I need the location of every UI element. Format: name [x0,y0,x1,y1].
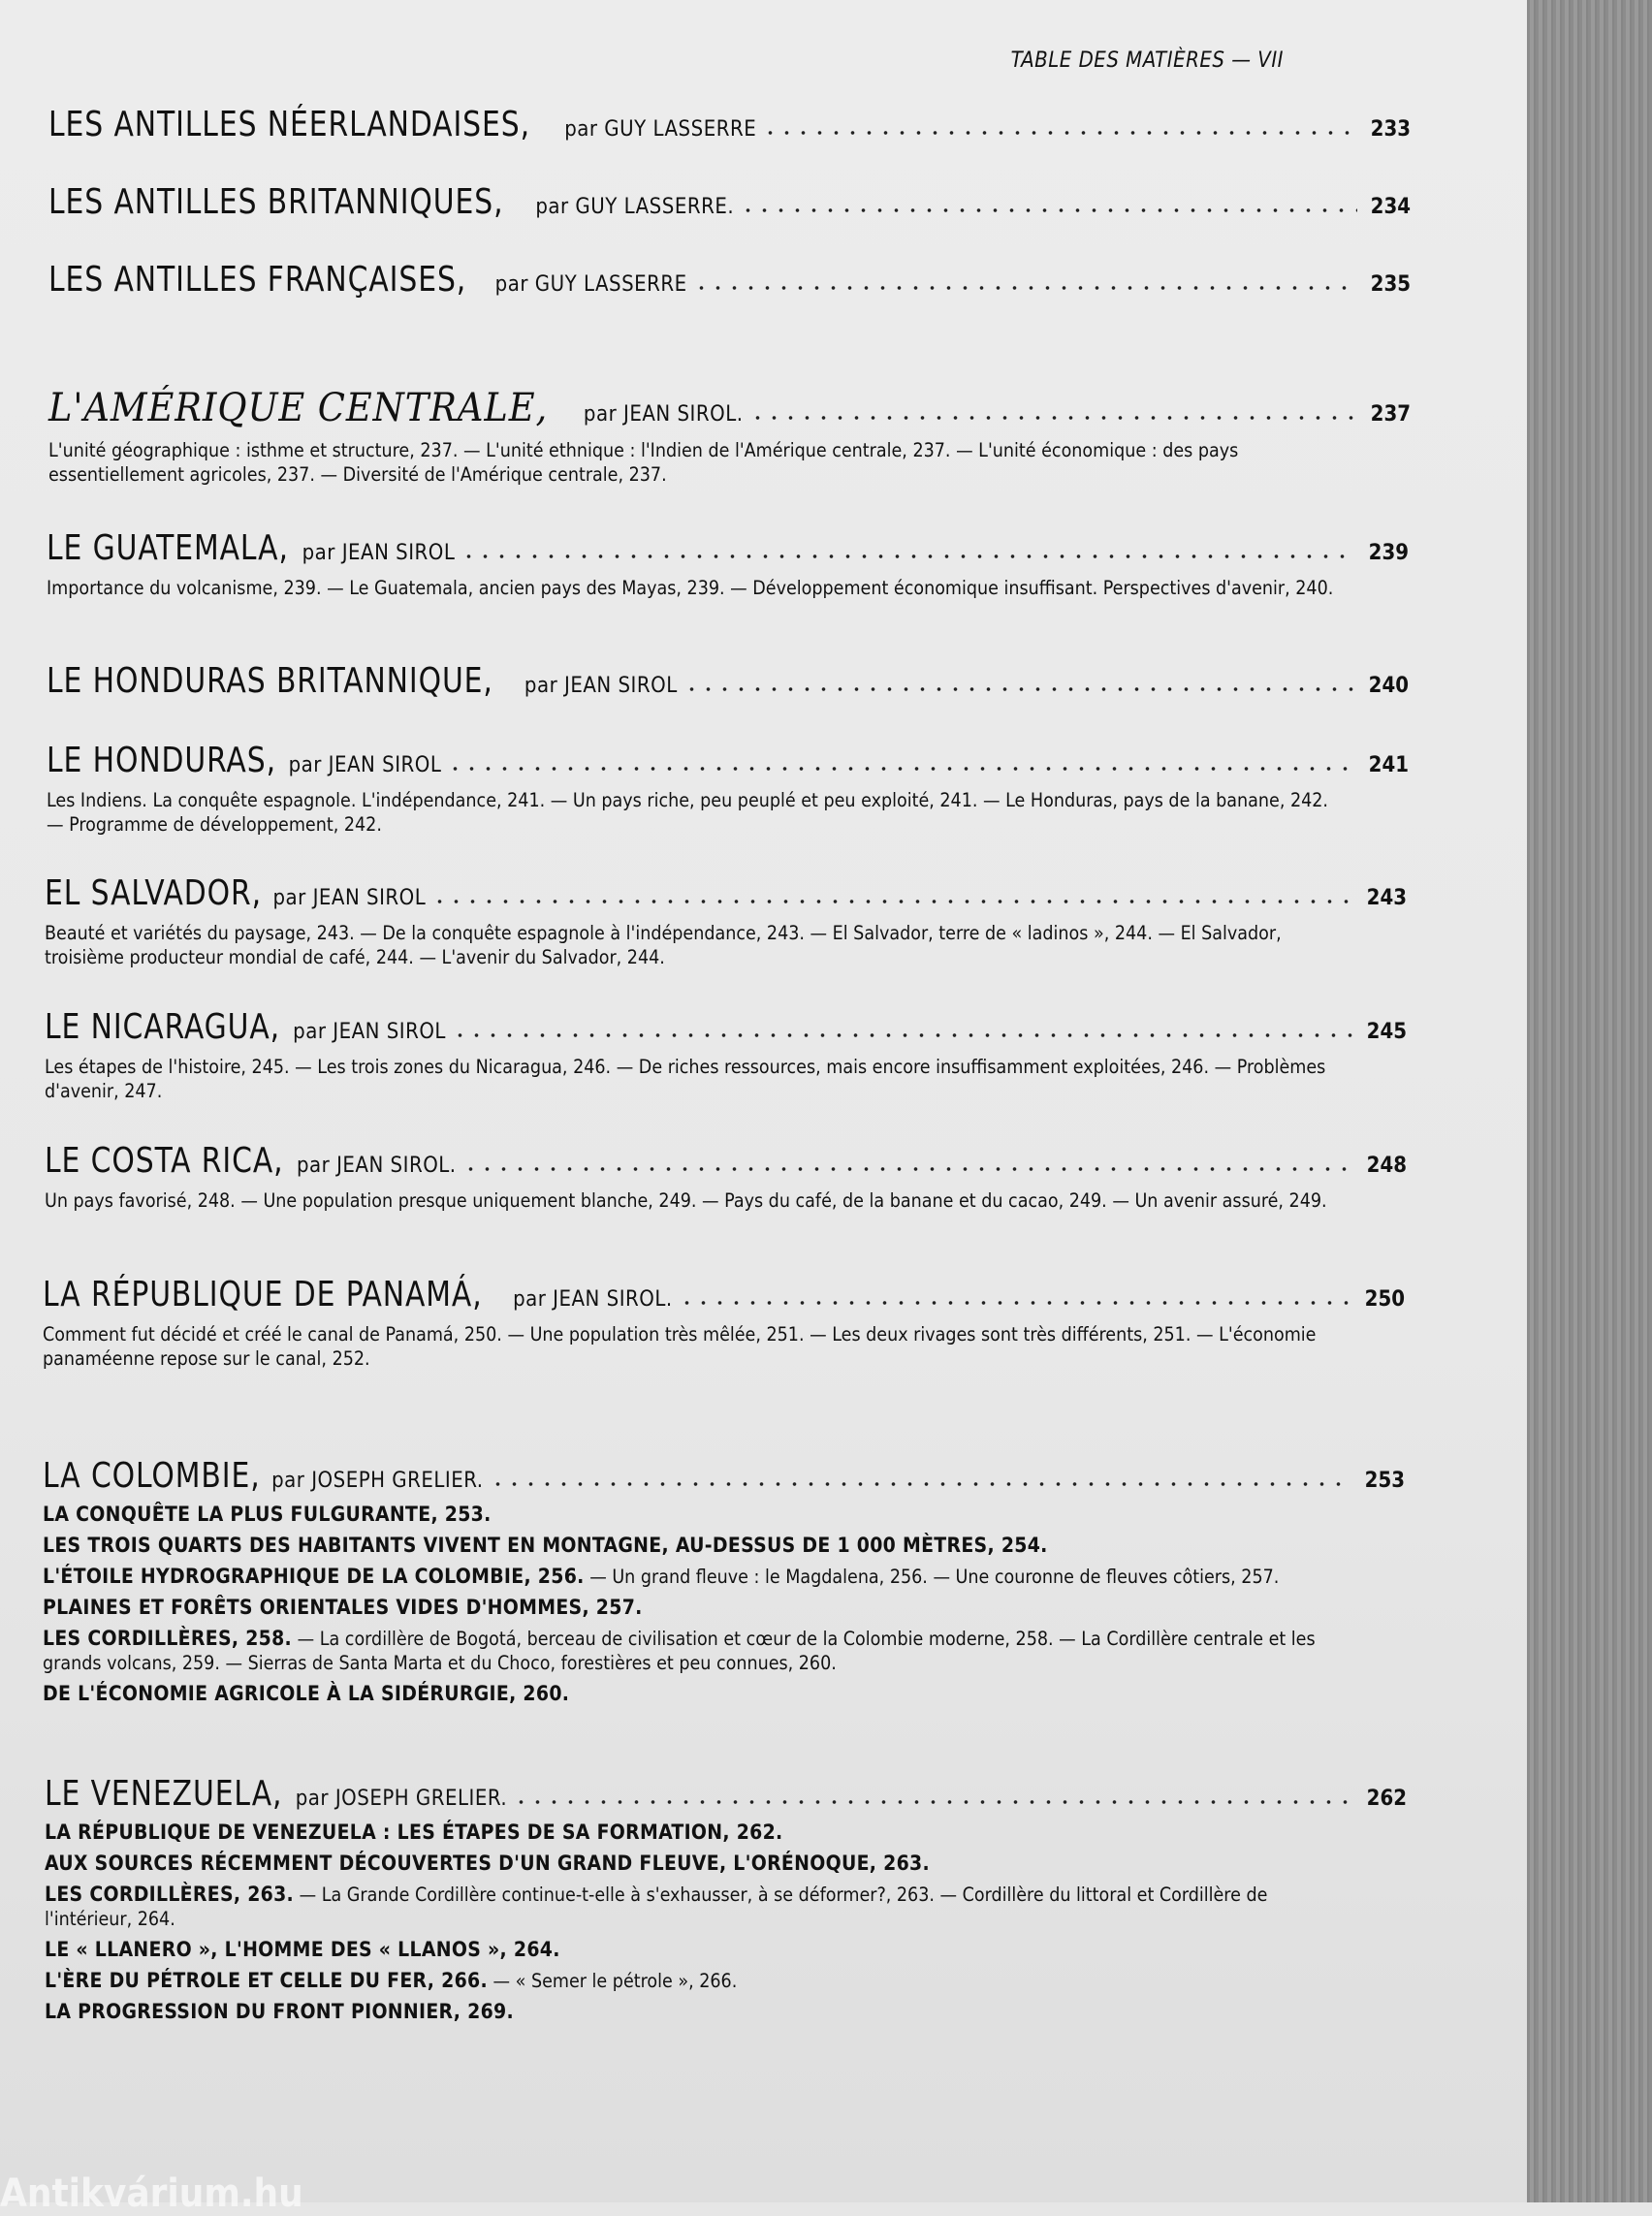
page-number: 233 [1370,117,1411,142]
dot-leader [447,766,1354,772]
subsection-text: — La cordillère de Bogotá, berceau de civilisation et cœur de la Colombie moderne, 258. — La Cordillère centrale et les grands volcans, 259. — Sierras de Santa Marta et du Choco, forestières et peu connues, 260. [43,1628,1316,1674]
entry-description: Un pays favorisé, 248. — Une population presque uniquement blanche, 249. — Pays du café, de la banane et du cacao, 249. — Un avenir assuré, 249. [45,1189,1327,1212]
entry-author: par JEAN SIROL [272,886,427,910]
entry-title: LA COLOMBIE, [43,1456,261,1496]
entry-title: LE VENEZUELA, [45,1774,283,1814]
subsection [43,1627,1332,1675]
subsection-text: — « Semer le pétrole », 266. [487,1970,738,1992]
entry-title: LE NICARAGUA, [45,1007,280,1047]
entry-heading-row [45,1774,1407,1814]
subsection [43,1534,1332,1558]
entry-heading-row [47,661,1409,701]
entry-title: LA RÉPUBLIQUE DE PANAMÁ, [43,1275,483,1314]
dot-leader [693,285,1357,291]
entry-heading-row [43,1275,1405,1314]
dot-leader [683,686,1355,692]
entry-description: Beauté et variétés du paysage, 243. — De la conquête espagnole à l'indépendance, 243. — El Salvador, terre de « ladinos », 244. — El Salvador, troisième producteur mondial de café, 244. — L'avenir du Salvador, 244. [45,922,1282,968]
page-number: 240 [1368,674,1409,698]
subsection [43,1682,1332,1706]
entry-description: Les Indiens. La conquête espagnole. L'indépendance, 241. — Un pays riche, peu peuplé et peu exploité, 241. — Le Honduras, pays de la banane, 242. — Programme de développement, 242. [47,789,1329,836]
entry-description: Les étapes de l'histoire, 245. — Les trois zones du Nicaragua, 246. — De riches ressources, mais encore insuffisamment exploitées, 246. — Problèmes d'avenir, 247. [45,1056,1326,1102]
page-edge [1527,0,1652,2202]
dot-leader [513,1799,1353,1805]
dot-leader [490,1481,1351,1487]
toc-entry[interactable] [45,1141,1407,1213]
subsection-heading: L'ÈRE DU PÉTROLE ET CELLE DU FER, 266. [45,1969,488,1992]
subsection [45,1969,1334,1993]
entry-author: par GUY LASSERRE [494,272,687,297]
subsection [43,1503,1332,1527]
subsection [45,2000,1334,2024]
entry-author: par GUY LASSERRE [564,117,757,142]
entry-author: par JEAN SIROL [524,674,678,698]
entry-author: par JEAN SIROL [302,541,456,565]
dot-leader [749,415,1357,421]
page-number: 245 [1366,1020,1407,1044]
subsection [43,1596,1332,1620]
dot-leader [462,1166,1353,1172]
subsection-heading: LES TROIS QUARTS DES HABITANTS VIVENT EN MONTAGNE, AU-DESSUS DE 1 000 MÈTRES, 254. [43,1534,1048,1557]
subsection-heading: DE L'ÉCONOMIE AGRICOLE À LA SIDÉRURGIE, 260. [43,1682,570,1705]
toc-entry[interactable] [48,105,1411,144]
subsection-heading: L'ÉTOILE HYDROGRAPHIQUE DE LA COLOMBIE, 256. [43,1565,585,1588]
entry-heading-row [47,741,1409,780]
subsection-text: — Un grand fleuve : le Magdalena, 256. — Une couronne de fleuves côtiers, 257. [584,1566,1280,1588]
subsection [45,1852,1334,1876]
page-number: 253 [1364,1469,1405,1493]
entry-heading-row [45,1007,1407,1047]
entry-title: LES ANTILLES NÉERLANDAISES, [48,105,530,144]
entry-heading-row [45,873,1407,913]
page-number: 237 [1370,402,1411,427]
entry-description: Comment fut décidé et créé le canal de Panamá, 250. — Une population très mêlée, 251. — Les deux rivages sont très différents, 251. — L'économie panaméenne repose sur le canal, 252. [43,1323,1317,1370]
dot-leader [431,899,1352,904]
entry-heading-row [47,528,1409,568]
subsection [43,1565,1332,1589]
entry-author: par JOSEPH GRELIER. [295,1787,508,1811]
subsection-heading: LA CONQUÊTE LA PLUS FULGURANTE, 253. [43,1503,492,1526]
toc-entry[interactable] [45,873,1407,969]
page-number: 235 [1370,272,1411,297]
dot-leader [740,207,1357,213]
dot-leader [679,1300,1351,1306]
entry-title: LE HONDURAS, [47,741,276,780]
page-number: 250 [1364,1287,1405,1312]
entry-title: L'AMÉRIQUE CENTRALE, [48,386,549,430]
page-number: 239 [1368,541,1409,565]
entry-description: L'unité géographique : isthme et structure, 237. — L'unité ethnique : l'Indien de l'Amérique centrale, 237. — L'unité économique : des pays essentiellement agricoles, 237. — Diversité de l'Amérique centrale, 237. [48,439,1239,486]
entry-title: EL SALVADOR, [45,873,262,913]
toc-entry[interactable] [43,1456,1405,1706]
subsection-heading: LA PROGRESSION DU FRONT PIONNIER, 269. [45,2000,514,2023]
running-header: TABLE DES MATIÈRES — VII [1010,48,1284,73]
page-number: 262 [1366,1787,1407,1811]
entry-title: LES ANTILLES FRANÇAISES, [48,260,467,300]
page-number: 243 [1366,886,1407,910]
entry-heading-row [48,182,1411,222]
entry-title: LE GUATEMALA, [47,528,289,568]
entry-heading-row [45,1141,1407,1181]
entry-heading-row [48,105,1411,144]
entry-author: par JEAN SIROL. [296,1154,457,1178]
entry-description: Importance du volcanisme, 239. — Le Guatemala, ancien pays des Mayas, 239. — Développement économique insuffisant. Perspectives d'avenir, 240. [47,577,1334,599]
toc-entry[interactable] [48,182,1411,222]
toc-entry[interactable] [47,741,1409,837]
toc-entry[interactable] [48,260,1411,300]
page-number: 234 [1370,195,1411,219]
subsection-heading: LA RÉPUBLIQUE DE VENEZUELA : LES ÉTAPES DE SA FORMATION, 262. [45,1820,783,1844]
subsection-heading: LES CORDILLÈRES, 263. [45,1883,295,1906]
dot-leader [452,1032,1353,1038]
subsection-heading: AUX SOURCES RÉCEMMENT DÉCOUVERTES D'UN GRAND FLEUVE, L'ORÉNOQUE, 263. [45,1852,930,1875]
toc-entry[interactable] [48,386,1411,487]
entry-title: LE COSTA RICA, [45,1141,284,1181]
page-number: 241 [1368,753,1409,777]
entry-author: par JEAN SIROL [288,753,442,777]
entry-author: par JEAN SIROL. [583,402,744,427]
toc-entry[interactable] [47,661,1409,701]
entry-title: LE HONDURAS BRITANNIQUE, [47,661,493,701]
entry-author: par GUY LASSERRE. [535,195,735,219]
dot-leader [461,554,1354,559]
entry-heading-row [48,260,1411,300]
entry-author: par JOSEPH GRELIER. [271,1469,484,1493]
entry-author: par JEAN SIROL [293,1020,446,1044]
entry-author: par JEAN SIROL. [513,1287,673,1312]
subsection [45,1938,1334,1962]
subsection-heading: PLAINES ET FORÊTS ORIENTALES VIDES D'HOMMES, 257. [43,1596,643,1619]
entry-heading-row [48,386,1411,430]
subsection [45,1820,1334,1845]
dot-leader [762,130,1356,136]
subsection-heading: LE « LLANERO », L'HOMME DES « LLANOS », 264. [45,1938,560,1961]
toc-entry[interactable] [45,1007,1407,1103]
toc-entry[interactable] [45,1774,1407,2024]
watermark: Antikvárium.hu [0,2171,303,2216]
page-number: 248 [1366,1154,1407,1178]
entry-heading-row [43,1456,1405,1496]
toc-entry[interactable] [47,528,1409,600]
toc-entry[interactable] [43,1275,1405,1371]
subsection [45,1883,1334,1931]
subsection-heading: LES CORDILLÈRES, 258. [43,1627,293,1650]
subsection-text: — La Grande Cordillère continue-t-elle à s'exhausser, à se déformer?, 263. — Cordillère du littoral et Cordillère de l'intérieur, 264. [45,1884,1268,1930]
entry-title: LES ANTILLES BRITANNIQUES, [48,182,504,222]
